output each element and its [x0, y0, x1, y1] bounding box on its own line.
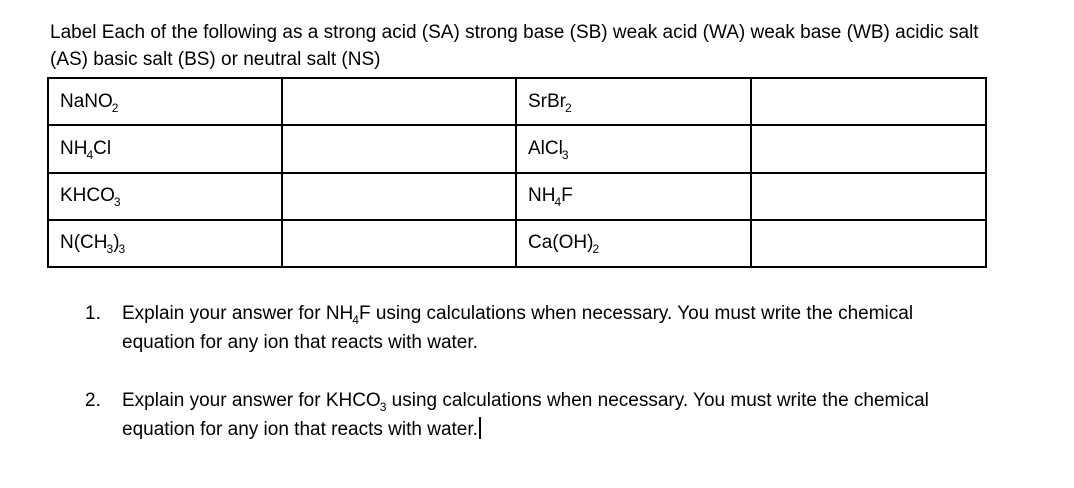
answer-cell[interactable] [751, 220, 986, 267]
text-cursor [479, 417, 481, 439]
answer-cell[interactable] [282, 220, 516, 267]
formula-cell [516, 220, 751, 267]
text-segment: N(CH [60, 232, 108, 254]
text-segment: NH [528, 185, 556, 207]
answer-cell[interactable] [751, 173, 986, 220]
question-text [122, 386, 982, 444]
text-segment: Ca(OH) [528, 232, 594, 254]
answer-cell[interactable] [282, 125, 516, 172]
formula-cell [516, 125, 751, 172]
subscript: 3 [561, 147, 569, 162]
answer-cell[interactable] [751, 125, 986, 172]
subscript: 4 [554, 195, 562, 210]
table-row [48, 220, 986, 267]
text-segment: Explain your answer for KHCO [122, 390, 381, 411]
text-segment: SrBr [528, 90, 566, 112]
subscript: 3 [113, 195, 121, 210]
text-segment: Cl [93, 137, 112, 159]
table-row [48, 78, 986, 125]
answer-cell[interactable] [282, 173, 516, 220]
table-row [48, 125, 986, 172]
subscript: 3 [106, 242, 114, 257]
subscript: 4 [86, 147, 94, 162]
subscript: 2 [592, 242, 600, 257]
salt-classification-table [47, 77, 987, 268]
answer-cell[interactable] [282, 78, 516, 125]
subscript: 3 [118, 242, 126, 257]
subscript: 2 [111, 100, 119, 115]
text-segment: AlCl [528, 137, 563, 159]
text-segment: ) [113, 232, 120, 254]
question-text [122, 299, 982, 357]
text-segment: F using calculations when necessary. You must write the chemical equation for any ion that reacts with water. [122, 303, 914, 353]
question-number: 1. [85, 303, 101, 324]
formula-cell [516, 173, 751, 220]
formula-cell [48, 125, 282, 172]
text-segment: KHCO [60, 185, 115, 207]
formula-cell [48, 220, 282, 267]
text-segment: NH [60, 137, 88, 159]
subscript: 2 [565, 100, 572, 115]
text-segment: NaNO [60, 90, 113, 112]
formula-cell [516, 78, 751, 125]
question-number: 2. [85, 390, 101, 411]
text-segment: using calculations when necessary. You must write the chemical equation for any ion that reacts with water. [122, 390, 929, 440]
subscript: 4 [352, 313, 359, 327]
subscript: 3 [379, 400, 387, 414]
text-segment: F [561, 185, 573, 207]
answer-cell[interactable] [751, 78, 986, 125]
instructions-text: Label Each of the following as a strong acid (SA) strong base (SB) weak acid (WA) weak base (WB) acidic salt (AS) basic salt (BS) or neutral salt (NS) [50, 22, 979, 70]
text-segment: Explain your answer for NH [122, 303, 354, 324]
table-row [48, 173, 986, 220]
formula-cell [48, 78, 282, 125]
formula-cell [48, 173, 282, 220]
